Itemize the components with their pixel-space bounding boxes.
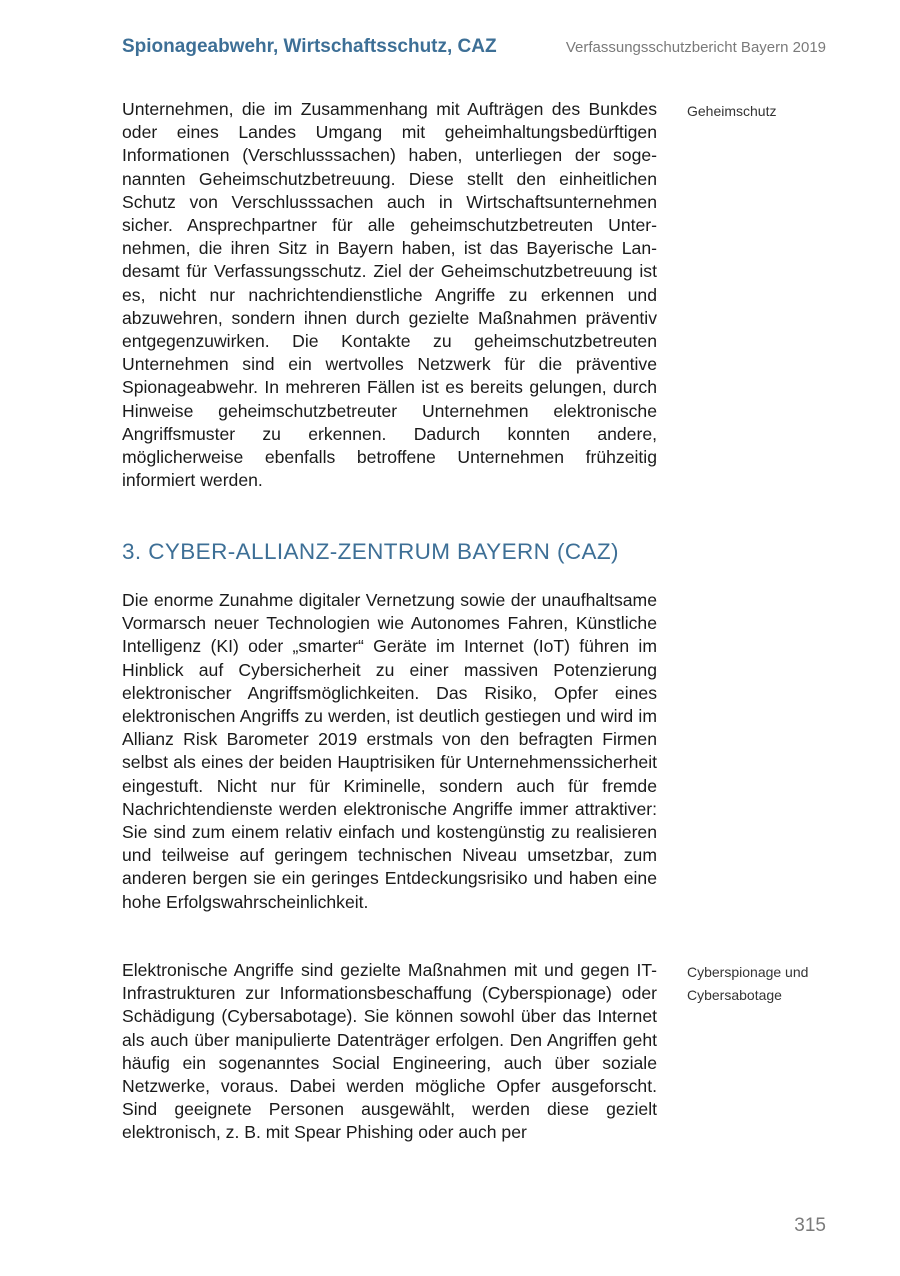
paragraph-cyberspionage: Elektronische Angriffe sind gezielte Maßnahmen mit und gegen IT-Infrastrukturen zur Informationsbeschaffung (Cyberspionage) oder Schädigung (Cybersabotage). Sie können sowohl über das Internet als auch über manipulierte Datenträger erfolgen. Den Angriffen geht häufig ein sogenanntes Social Engineering, auch über soziale Netzwerke, voraus. Dabei werden mögliche Opfer ausgeforscht. Sind geeignete Personen ausgewählt, werden diese gezielt elektronisch, z. B. mit Spear Phishing oder auch per [122,960,657,1143]
running-header-publication: Verfassungsschutzbericht Bayern 2019 [565,39,826,56]
page-number: 315 [794,1215,826,1236]
paragraph-geheimschutz: Unternehmen, die im Zusammenhang mit Aufträgen des Bunkdes oder eines Landes Umgang mit geheimhaltungsbedürftigen Informationen (Verschlusssachen) haben, unterliegen der sogenannten Geheimschutzbetreuung. Diese stellt den einheitlichen Schutz von Verschlusssachen auch in Wirtschaftsunternehmen sicher. Ansprechpartner für alle geheimschutzbetreuten Unternehmen, die ihren Sitz in Bayern haben, ist das Bayerische Landesamt für Verfassungsschutz. Ziel der Geheimschutzbetreuung ist es, nicht nur nachrichtendienstliche Angriffe zu erkennen und abzuwehren, sondern ihnen durch gezielte Maßnahmen präventiv entgegenzuwirken. Die Kontakte zu geheimschutzbetreuten Unternehmen sind ein wertvolles Netzwerk für die präventive Spionageabwehr. In mehreren Fällen ist es bereits gelungen, durch Hinweise geheimschutzbetreuter Unternehmen elektronische Angriffsmuster zu erkennen. Dadurch konnten andere, möglicherweise ebenfalls betroffene Unternehmen frühzeitig informiert werden. [122,99,657,491]
margin-note-cyber: Cyberspionage und Cybersabotage [687,964,809,1003]
paragraph-caz-intro: Die enorme Zunahme digitaler Vernetzung sowie der unaufhaltsame Vormarsch neuer Technologien wie Autonomes Fahren, Künstliche Intelligenz (KI) oder „smarter“ Geräte im Internet (IoT) führen im Hinblick auf Cybersicherheit zu einer massiven Potenzierung elektronischer Angriffsmöglichkeiten. Das Risiko, Opfer eines elektronischen Angriffs zu werden, ist deutlich gestiegen und wird im Allianz Risk Barometer 2019 erstmals von den befragten Firmen selbst als eines der beiden Hauptrisiken für Unternehmenssicherheit eingestuft. Nicht nur für Kriminelle, sondern auch für fremde Nachrichtendienste werden elektronische Angriffe immer attraktiver: Sie sind zum einem relativ einfach und kostengünstig zu realisieren und teilweise auf geringem technischen Niveau umsetzbar, zum anderen bergen sie ein geringes Entdeckungsrisiko und haben eine hohe Erfolgswahrscheinlichkeit. [122,590,657,912]
section-heading: 3. CYBER-ALLIANZ-ZENTRUM BAYERN (CAZ) [122,539,619,564]
running-header-chapter: Spionageabwehr, Wirtschaftsschutz, CAZ [122,36,497,57]
margin-note-geheimschutz: Geheimschutz [687,103,777,119]
